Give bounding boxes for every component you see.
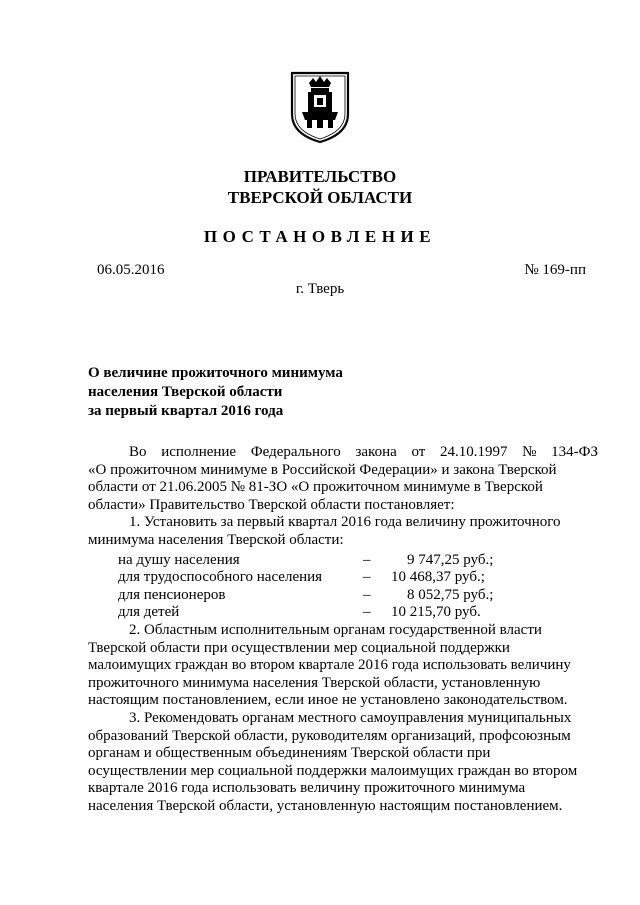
rate-label: на душу населения bbox=[118, 551, 240, 568]
rate-row bbox=[88, 604, 598, 622]
document-body bbox=[88, 444, 598, 815]
paragraph-3-line: населения Тверской области, установленную настоящим постановлением. bbox=[88, 797, 563, 814]
document-subject bbox=[88, 364, 343, 421]
rate-label: для пенсионеров bbox=[118, 586, 226, 603]
rate-value: 10 468,37 руб.; bbox=[391, 569, 485, 586]
document-type-title: ПОСТАНОВЛЕНИЕ bbox=[203, 227, 437, 246]
subsistence-rates-list bbox=[88, 552, 598, 622]
rate-dash: – bbox=[363, 551, 371, 568]
paragraph-3-line: квартале 2016 года использовать величину прожиточного минимума bbox=[88, 780, 526, 797]
paragraph-2-line: малоимущих граждан во втором квартале 2016 года использовать величину bbox=[88, 657, 571, 674]
coat-of-arms-emblem bbox=[289, 70, 351, 144]
intro-word: от bbox=[411, 444, 426, 460]
paragraph-3-line: 3. Рекомендовать органам местного самоуправления муниципальных bbox=[129, 709, 572, 726]
rate-label: для детей bbox=[118, 604, 180, 621]
intro-line bbox=[88, 444, 598, 462]
intro-word: 24.10.1997 bbox=[439, 444, 508, 460]
paragraph-2 bbox=[88, 622, 598, 710]
intro-word: Во bbox=[129, 444, 147, 460]
intro-word: исполнение bbox=[161, 444, 237, 460]
subject-line: населения Тверской области bbox=[88, 384, 283, 400]
government-title-line1: ПРАВИТЕЛЬСТВО bbox=[243, 167, 397, 186]
intro-word: закона bbox=[355, 444, 397, 460]
rate-value: 9 747,25 руб.; bbox=[407, 551, 494, 568]
government-title-line2: ТВЕРСКОЙ ОБЛАСТИ bbox=[227, 188, 413, 207]
intro-line: области от 21.06.2005 № 81-ЗО «О прожиточном минимуме в Тверской bbox=[88, 479, 543, 496]
document-number: № 169-пп bbox=[524, 262, 586, 278]
paragraph-2-line: Тверской области при осуществлении мер социальной поддержки bbox=[88, 639, 510, 656]
paragraph-3-line: осуществлении мер социальной поддержки малоимущих граждан во втором bbox=[88, 762, 578, 779]
rate-row bbox=[88, 587, 598, 605]
paragraph-2-line: прожиточного минимума населения Тверской области, установленную bbox=[88, 674, 541, 691]
rate-value: 8 052,75 руб.; bbox=[407, 586, 494, 603]
paragraph-3-line: образований Тверской области, руководителям организаций, профсоюзным bbox=[88, 727, 571, 744]
paragraph-3-line: органам и общественным объединениям Тверской области при bbox=[88, 745, 491, 762]
intro-word: 134-ФЗ bbox=[551, 444, 598, 460]
subject-line: за первый квартал 2016 года bbox=[88, 403, 284, 419]
paragraph-1-line: 1. Установить за первый квартал 2016 года величину прожиточного bbox=[129, 514, 561, 531]
rate-label: для трудоспособного населения bbox=[118, 569, 323, 586]
rate-row bbox=[88, 552, 598, 570]
rate-value: 10 215,70 руб. bbox=[391, 604, 481, 621]
intro-word: Федерального bbox=[250, 444, 341, 460]
intro-line: области» Правительство Тверской области постановляет: bbox=[88, 496, 455, 513]
document-city: г. Тверь bbox=[295, 281, 345, 297]
rate-dash: – bbox=[363, 604, 371, 621]
subject-line: О величине прожиточного минимума bbox=[88, 365, 343, 381]
paragraph-2-line: настоящим постановлением, если иное не установлено законодательством. bbox=[88, 692, 568, 709]
intro-line: «О прожиточном минимуме в Российской Федерации» и закона Тверской bbox=[88, 461, 557, 478]
rate-dash: – bbox=[363, 586, 371, 603]
paragraph-1-line: минимума населения Тверской области: bbox=[88, 531, 344, 548]
paragraph-3 bbox=[88, 710, 598, 816]
intro-word: № bbox=[522, 444, 537, 460]
document-date: 06.05.2016 bbox=[97, 262, 165, 278]
rate-row bbox=[88, 569, 598, 587]
rate-dash: – bbox=[363, 569, 371, 586]
paragraph-2-line: 2. Областным исполнительным органам государственной власти bbox=[129, 621, 542, 638]
